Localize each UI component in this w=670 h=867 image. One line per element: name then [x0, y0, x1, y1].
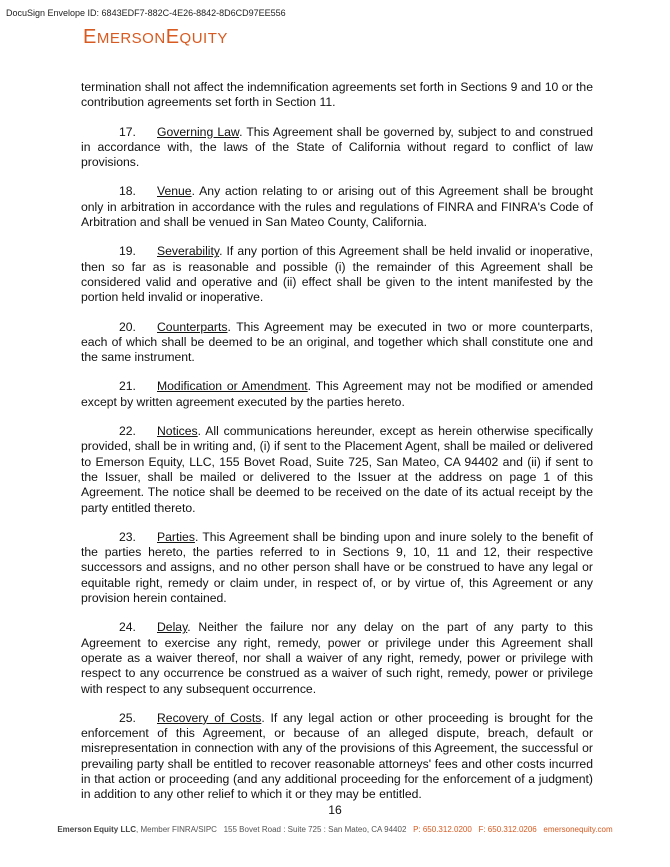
agreement-body	[81, 80, 593, 817]
section-body: . If any portion of this Agreement shall be held invalid or inoperative, then so far as is reasonable and possible (i) the remainder of this Agreement shall be considered valid and operative and (ii) effect shall be given to the intent manifested by the portion held invalid or inoperative.	[81, 244, 593, 305]
section-body: . This Agreement shall be governed by, subject to and construed in accordance with, the laws of the State of California without regard to conflict of law provisions.	[81, 124, 593, 170]
section-18	[81, 184, 593, 230]
section-21	[81, 379, 593, 410]
footer-phone: P: 650.312.0200	[413, 825, 472, 834]
section-number: 22.	[119, 424, 136, 439]
section-22	[81, 424, 593, 516]
section-number: 24.	[119, 620, 136, 635]
footer-address: 155 Bovet Road : Suite 725 : San Mateo, CA 94402	[223, 825, 407, 834]
section-number: 25.	[119, 710, 136, 725]
section-body: . Any action relating to or arising out of this Agreement shall be brought only in arbitration in accordance with the rules and regulations of FINRA and FINRA's Code of Arbitration and shall be venued in San Mateo County, California.	[81, 184, 593, 230]
section-number: 19.	[119, 244, 136, 259]
section-19	[81, 244, 593, 305]
section-heading: Modification or Amendment	[157, 379, 308, 394]
section-heading: Venue	[157, 184, 192, 199]
section-heading: Governing Law	[157, 124, 240, 139]
page-number: 16	[328, 803, 342, 817]
section-20	[81, 320, 593, 366]
section-number: 21.	[119, 379, 136, 394]
docusign-envelope-id: DocuSign Envelope ID: 6843EDF7-882C-4E26-8842-8D6CD97EE556	[6, 8, 286, 18]
section-number: 18.	[119, 184, 136, 199]
footer-member: , Member FINRA/SIPC	[136, 825, 217, 834]
section-heading: Severability	[157, 244, 220, 259]
footer-firm: Emerson Equity LLC	[57, 825, 137, 834]
section-23	[81, 530, 593, 606]
section-heading: Notices	[157, 424, 198, 439]
section-24	[81, 620, 593, 696]
section-body: . All communications hereunder, except as herein otherwise specifically provided, shall be in writing and, (i) if sent to the Placement Agent, shall be mailed or delivered to Emerson Equity, LLC, 155 Bovet Road, Suite 725, San Mateo, CA 94402 and (ii) if sent to the Issuer, shall be mailed or delivered to the Issuer at the address on page 1 of this Agreement. The notice shall be deemed to be received on the date of its actual receipt by the party entitled thereto.	[81, 424, 593, 515]
section-body: . This Agreement shall be binding upon and inure solely to the benefit of the parties hereto, the parties referred to in Sections 9, 10, 11 and 12, their respective successors and assigns, and no other person shall have or be construed to have any legal or equitable right, remedy or claim under, in respect of, or by virtue of, this Agreement or any provision herein contained.	[81, 529, 593, 606]
section-body: . This Agreement may not be modified or amended except by written agreement executed by the parties hereto.	[81, 379, 593, 409]
section-number: 17.	[119, 124, 136, 139]
intro-paragraph: termination shall not affect the indemnification agreements set forth in Sections 9 and 10 or the contribution agreements set forth in Section 11.	[81, 80, 593, 110]
emerson-equity-logo: EMERSONEQUITY	[83, 26, 228, 48]
section-number: 20.	[119, 319, 136, 334]
section-body: . This Agreement may be executed in two or more counterparts, each of which shall be deemed to be an original, and together which shall constitute one and the same instrument.	[81, 319, 593, 365]
section-heading: Parties	[157, 529, 195, 544]
section-25	[81, 711, 593, 803]
section-17	[81, 125, 593, 171]
page-footer	[0, 825, 670, 834]
section-number: 23.	[119, 529, 136, 544]
footer-fax: F: 650.312.0206	[478, 825, 537, 834]
section-body: . Neither the failure nor any delay on the part of any party to this Agreement to exercise any right, remedy, power or privilege under this Agreement shall operate as a waiver thereof, nor shall a waiver of any right, remedy, power or privilege with respect to any occurrence be construed as a waiver of such right, remedy, power or privilege with respect to any subsequent occurrence.	[81, 620, 593, 696]
section-body: . If any legal action or other proceeding is brought for the enforcement of this Agreement, or because of an alleged dispute, breach, default or misrepresentation in connection with any of the provisions of this Agreement, the successful or prevailing party shall be entitled to recover reasonable attorneys' fees and other costs incurred in that action or proceeding (and any additional proceeding for the enforcement of a judgment) in addition to any other relief to which it or they may be entitled.	[81, 710, 593, 802]
section-heading: Recovery of Costs	[157, 710, 262, 725]
footer-website-link[interactable]: emersonequity.com	[543, 825, 613, 834]
section-heading: Delay	[157, 620, 188, 635]
section-heading: Counterparts	[157, 319, 228, 334]
